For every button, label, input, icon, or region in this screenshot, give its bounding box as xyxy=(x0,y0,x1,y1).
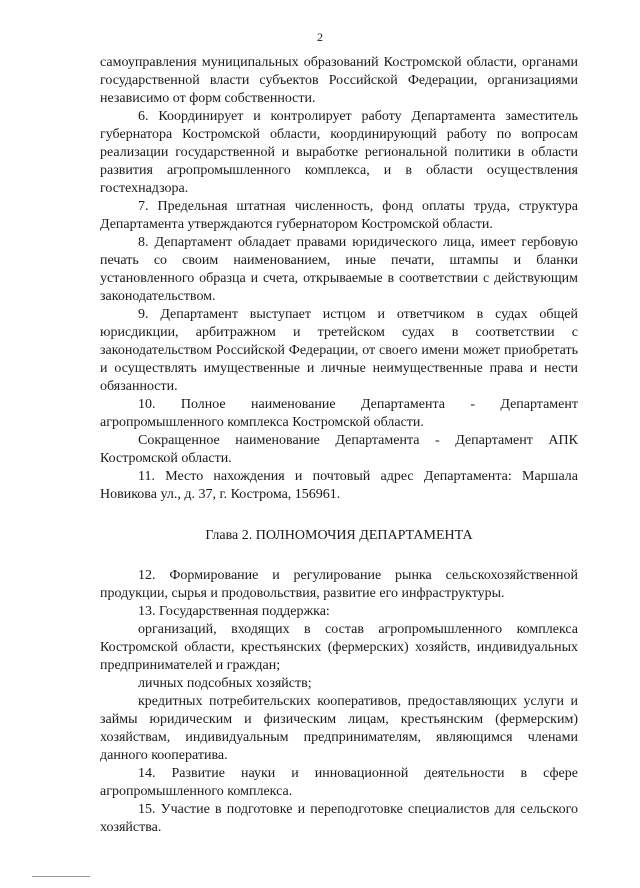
paragraph: 9. Департамент выступает истцом и ответчиком в судах общей юрисдикции, арбитражном и третейском судах в соответствии с законодательством Российской Федерации, от своего имени может приобретать и осуществлять имущественные и личные неимущественные права и нести обязанности. xyxy=(100,307,578,394)
paragraph: самоуправления муниципальных образований Костромской области, органами государственной власти субъектов Российской Федерации, организациями независимо от форм собственности. xyxy=(100,55,578,106)
footer-divider xyxy=(32,876,90,877)
page-number: 2 xyxy=(317,30,323,44)
paragraph: Сокращенное наименование Департамента - Департамент АПК Костромской области. xyxy=(100,433,578,466)
paragraph: 11. Место нахождения и почтовый адрес Департамента: Маршала Новикова ул., д. 37, г. Кострома, 156961. xyxy=(100,469,578,502)
paragraph: кредитных потребительских кооперативов, предоставляющих услуги и займы юридическим и физическим лицам, крестьянским (фермерским) хозяйствам, индивидуальным предпринимателям, являющимся членами данного кооператива. xyxy=(100,694,578,763)
paragraph: организаций, входящих в состав агропромышленного комплекса Костромской области, крестьянских (фермерских) хозяйств, индивидуальных предпринимателей и граждан; xyxy=(100,622,578,673)
paragraphs-bottom xyxy=(100,567,578,837)
paragraph: 12. Формирование и регулирование рынка сельскохозяйственной продукции, сырья и продовольствия, развитие его инфраструктуры. xyxy=(100,568,578,601)
paragraph: 10. Полное наименование Департамента - Департамент агропромышленного комплекса Костромской области. xyxy=(100,397,578,430)
chapter-heading: Глава 2. ПОЛНОМОЧИЯ ДЕПАРТАМЕНТА xyxy=(205,528,473,543)
paragraph: 15. Участие в подготовке и переподготовке специалистов для сельского хозяйства. xyxy=(100,802,578,835)
paragraph: 13. Государственная поддержка: xyxy=(138,604,330,619)
paragraph: 6. Координирует и контролирует работу Департамента заместитель губернатора Костромской области, координирующий работу по вопросам реализации государственной и выработке региональной политики в области развития агропромышленного комплекса, и в области осуществления гостехнадзора. xyxy=(100,109,578,196)
document-body xyxy=(100,54,578,837)
paragraph: 14. Развитие науки и инновационной деятельности в сфере агропромышленного комплекса. xyxy=(100,766,578,799)
paragraph: 7. Предельная штатная численность, фонд оплаты труда, структура Департамента утверждаются губернатором Костромской области. xyxy=(100,199,578,232)
paragraph: личных подсобных хозяйств; xyxy=(138,676,312,691)
paragraphs-top xyxy=(100,54,578,504)
paragraph: 8. Департамент обладает правами юридического лица, имеет гербовую печать со своим наименованием, иные печати, штампы и бланки установленного образца и счета, открываемые в соответствии с действующим законодательством. xyxy=(100,235,578,304)
